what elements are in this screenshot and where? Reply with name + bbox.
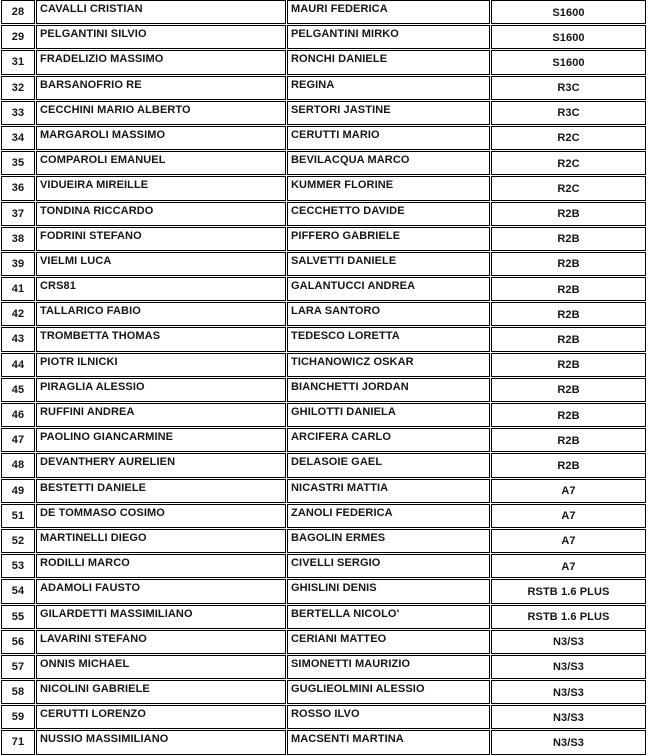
driver-name-cell: CERUTTI LORENZO bbox=[36, 705, 286, 729]
table-row bbox=[1, 252, 646, 276]
codriver-name-cell: KUMMER FLORINE bbox=[287, 176, 490, 200]
class-cell: A7 bbox=[491, 554, 646, 578]
codriver-name-cell: GUGLIEOLMINI ALESSIO bbox=[287, 680, 490, 704]
class-cell: S1600 bbox=[491, 25, 646, 49]
class-cell: R2B bbox=[491, 252, 646, 276]
entry-number-cell: 37 bbox=[1, 202, 35, 226]
entry-number-cell: 44 bbox=[1, 353, 35, 377]
class-cell: R2B bbox=[491, 227, 646, 251]
codriver-name-cell: MAURI FEDERICA bbox=[287, 0, 490, 24]
table-row bbox=[1, 504, 646, 528]
entry-number-cell: 34 bbox=[1, 126, 35, 150]
table-row bbox=[1, 302, 646, 326]
entry-number-cell: 58 bbox=[1, 680, 35, 704]
table-row bbox=[1, 630, 646, 654]
table-row bbox=[1, 403, 646, 427]
codriver-name-cell: ARCIFERA CARLO bbox=[287, 428, 490, 452]
class-cell: R3C bbox=[491, 76, 646, 100]
codriver-name-cell: CERUTTI MARIO bbox=[287, 126, 490, 150]
codriver-name-cell: MACSENTI MARTINA bbox=[287, 730, 490, 754]
class-cell: R2C bbox=[491, 151, 646, 175]
entry-number-cell: 42 bbox=[1, 302, 35, 326]
codriver-name-cell: DELASOIE GAEL bbox=[287, 453, 490, 477]
driver-name-cell: GILARDETTI MASSIMILIANO bbox=[36, 605, 286, 629]
class-cell: R2B bbox=[491, 428, 646, 452]
entry-number-cell: 36 bbox=[1, 176, 35, 200]
table-row bbox=[1, 0, 646, 24]
class-cell: N3/S3 bbox=[491, 630, 646, 654]
codriver-name-cell: TEDESCO LORETTA bbox=[287, 327, 490, 351]
driver-name-cell: FODRINI STEFANO bbox=[36, 227, 286, 251]
codriver-name-cell: GHISLINI DENIS bbox=[287, 579, 490, 603]
driver-name-cell: MARTINELLI DIEGO bbox=[36, 529, 286, 553]
entry-number-cell: 54 bbox=[1, 579, 35, 603]
driver-name-cell: PIOTR ILNICKI bbox=[36, 353, 286, 377]
table-row bbox=[1, 202, 646, 226]
codriver-name-cell: PIFFERO GABRIELE bbox=[287, 227, 490, 251]
driver-name-cell: ONNIS MICHAEL bbox=[36, 655, 286, 679]
table-row bbox=[1, 428, 646, 452]
class-cell: S1600 bbox=[491, 50, 646, 74]
table-row bbox=[1, 579, 646, 603]
codriver-name-cell: BIANCHETTI JORDAN bbox=[287, 378, 490, 402]
class-cell: N3/S3 bbox=[491, 705, 646, 729]
table-row bbox=[1, 176, 646, 200]
driver-name-cell: CAVALLI CRISTIAN bbox=[36, 0, 286, 24]
table-row bbox=[1, 76, 646, 100]
table-row bbox=[1, 705, 646, 729]
class-cell: R3C bbox=[491, 101, 646, 125]
class-cell: R2B bbox=[491, 202, 646, 226]
codriver-name-cell: BAGOLIN ERMES bbox=[287, 529, 490, 553]
table-row bbox=[1, 353, 646, 377]
entry-number-cell: 32 bbox=[1, 76, 35, 100]
table-row bbox=[1, 327, 646, 351]
class-cell: R2C bbox=[491, 176, 646, 200]
entry-number-cell: 51 bbox=[1, 504, 35, 528]
class-cell: R2B bbox=[491, 353, 646, 377]
table-row bbox=[1, 680, 646, 704]
class-cell: RSTB 1.6 PLUS bbox=[491, 579, 646, 603]
driver-name-cell: TONDINA RICCARDO bbox=[36, 202, 286, 226]
entry-number-cell: 71 bbox=[1, 730, 35, 754]
codriver-name-cell: PELGANTINI MIRKO bbox=[287, 25, 490, 49]
table-row bbox=[1, 529, 646, 553]
entry-number-cell: 59 bbox=[1, 705, 35, 729]
codriver-name-cell: BERTELLA NICOLO' bbox=[287, 605, 490, 629]
table-row bbox=[1, 453, 646, 477]
entry-number-cell: 55 bbox=[1, 605, 35, 629]
class-cell: R2B bbox=[491, 403, 646, 427]
codriver-name-cell: SIMONETTI MAURIZIO bbox=[287, 655, 490, 679]
entry-number-cell: 35 bbox=[1, 151, 35, 175]
entry-number-cell: 43 bbox=[1, 327, 35, 351]
driver-name-cell: CRS81 bbox=[36, 277, 286, 301]
entry-number-cell: 28 bbox=[1, 0, 35, 24]
table-row bbox=[1, 101, 646, 125]
entry-number-cell: 47 bbox=[1, 428, 35, 452]
driver-name-cell: BESTETTI DANIELE bbox=[36, 479, 286, 503]
class-cell: N3/S3 bbox=[491, 680, 646, 704]
entry-number-cell: 48 bbox=[1, 453, 35, 477]
driver-name-cell: FRADELIZIO MASSIMO bbox=[36, 50, 286, 74]
codriver-name-cell: CECCHETTO DAVIDE bbox=[287, 202, 490, 226]
codriver-name-cell: SERTORI JASTINE bbox=[287, 101, 490, 125]
class-cell: R2B bbox=[491, 302, 646, 326]
entry-number-cell: 38 bbox=[1, 227, 35, 251]
driver-name-cell: DEVANTHERY AURELIEN bbox=[36, 453, 286, 477]
table-row bbox=[1, 378, 646, 402]
entry-number-cell: 52 bbox=[1, 529, 35, 553]
driver-name-cell: RODILLI MARCO bbox=[36, 554, 286, 578]
table-row bbox=[1, 554, 646, 578]
codriver-name-cell: ROSSO ILVO bbox=[287, 705, 490, 729]
codriver-name-cell: NICASTRI MATTIA bbox=[287, 479, 490, 503]
table-row bbox=[1, 151, 646, 175]
driver-name-cell: MARGAROLI MASSIMO bbox=[36, 126, 286, 150]
entry-number-cell: 45 bbox=[1, 378, 35, 402]
class-cell: R2B bbox=[491, 277, 646, 301]
driver-name-cell: LAVARINI STEFANO bbox=[36, 630, 286, 654]
codriver-name-cell: BEVILACQUA MARCO bbox=[287, 151, 490, 175]
table-row bbox=[1, 277, 646, 301]
entry-number-cell: 57 bbox=[1, 655, 35, 679]
table-row bbox=[1, 655, 646, 679]
entry-number-cell: 29 bbox=[1, 25, 35, 49]
class-cell: R2C bbox=[491, 126, 646, 150]
codriver-name-cell: RONCHI DANIELE bbox=[287, 50, 490, 74]
class-cell: RSTB 1.6 PLUS bbox=[491, 605, 646, 629]
driver-name-cell: ADAMOLI FAUSTO bbox=[36, 579, 286, 603]
codriver-name-cell: CERIANI MATTEO bbox=[287, 630, 490, 654]
class-cell: R2B bbox=[491, 453, 646, 477]
driver-name-cell: NICOLINI GABRIELE bbox=[36, 680, 286, 704]
entry-number-cell: 56 bbox=[1, 630, 35, 654]
driver-name-cell: NUSSIO MASSIMILIANO bbox=[36, 730, 286, 754]
codriver-name-cell: GHILOTTI DANIELA bbox=[287, 403, 490, 427]
entry-number-cell: 49 bbox=[1, 479, 35, 503]
driver-name-cell: DE TOMMASO COSIMO bbox=[36, 504, 286, 528]
codriver-name-cell: CIVELLI SERGIO bbox=[287, 554, 490, 578]
class-cell: A7 bbox=[491, 529, 646, 553]
class-cell: N3/S3 bbox=[491, 730, 646, 754]
codriver-name-cell: ZANOLI FEDERICA bbox=[287, 504, 490, 528]
entry-number-cell: 31 bbox=[1, 50, 35, 74]
codriver-name-cell: REGINA bbox=[287, 76, 490, 100]
driver-name-cell: VIDUEIRA MIREILLE bbox=[36, 176, 286, 200]
driver-name-cell: CECCHINI MARIO ALBERTO bbox=[36, 101, 286, 125]
driver-name-cell: TROMBETTA THOMAS bbox=[36, 327, 286, 351]
driver-name-cell: RUFFINI ANDREA bbox=[36, 403, 286, 427]
entry-number-cell: 39 bbox=[1, 252, 35, 276]
driver-name-cell: PIRAGLIA ALESSIO bbox=[36, 378, 286, 402]
codriver-name-cell: TICHANOWICZ OSKAR bbox=[287, 353, 490, 377]
class-cell: A7 bbox=[491, 504, 646, 528]
entry-list-table bbox=[1, 0, 646, 755]
class-cell: A7 bbox=[491, 479, 646, 503]
driver-name-cell: TALLARICO FABIO bbox=[36, 302, 286, 326]
codriver-name-cell: SALVETTI DANIELE bbox=[287, 252, 490, 276]
table-row bbox=[1, 479, 646, 503]
driver-name-cell: PAOLINO GIANCARMINE bbox=[36, 428, 286, 452]
driver-name-cell: COMPAROLI EMANUEL bbox=[36, 151, 286, 175]
class-cell: N3/S3 bbox=[491, 655, 646, 679]
table-row bbox=[1, 227, 646, 251]
entry-number-cell: 33 bbox=[1, 101, 35, 125]
class-cell: R2B bbox=[491, 378, 646, 402]
entry-number-cell: 41 bbox=[1, 277, 35, 301]
driver-name-cell: PELGANTINI SILVIO bbox=[36, 25, 286, 49]
driver-name-cell: VIELMI LUCA bbox=[36, 252, 286, 276]
table-row bbox=[1, 605, 646, 629]
table-row bbox=[1, 126, 646, 150]
table-row bbox=[1, 730, 646, 754]
class-cell: R2B bbox=[491, 327, 646, 351]
codriver-name-cell: GALANTUCCI ANDREA bbox=[287, 277, 490, 301]
entry-number-cell: 46 bbox=[1, 403, 35, 427]
codriver-name-cell: LARA SANTORO bbox=[287, 302, 490, 326]
class-cell: S1600 bbox=[491, 0, 646, 24]
table-row bbox=[1, 50, 646, 74]
table-row bbox=[1, 25, 646, 49]
driver-name-cell: BARSANOFRIO RE bbox=[36, 76, 286, 100]
entry-number-cell: 53 bbox=[1, 554, 35, 578]
